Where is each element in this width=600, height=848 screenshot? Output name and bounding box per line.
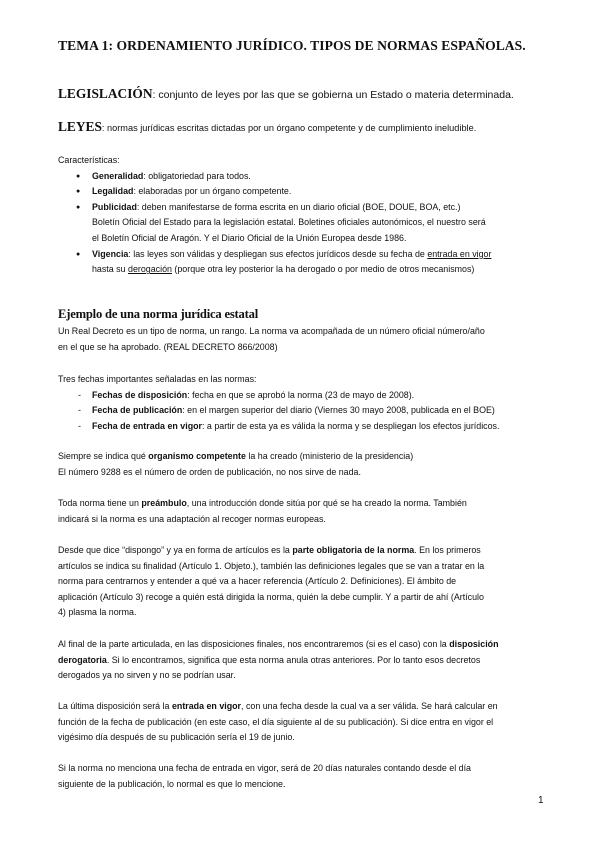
paragraph — [58, 543, 558, 621]
item-text: : fecha en que se aprobó la norma (23 de mayo de 2008). — [187, 389, 415, 400]
text-line: derogados ya no sirven y no se podrían usar. — [58, 670, 236, 681]
item-text: : elaboradas por un órgano competente. — [133, 186, 292, 197]
paragraph — [58, 324, 558, 355]
paragraph — [58, 637, 558, 684]
list-item — [58, 247, 558, 278]
list-item — [58, 419, 558, 435]
text-span: Toda norma tiene un — [58, 498, 142, 508]
item-text: : las leyes son válidas y despliegan sus efectos jurídicos desde su fecha de — [128, 248, 428, 259]
page-number: 1 — [538, 795, 544, 806]
text-line: indicará si la norma es una adaptación al recoger normas europeas. — [58, 513, 326, 524]
list-item — [58, 403, 558, 419]
text-span: . Si lo encontramos, significa que esta norma anula otras anteriores. Por lo tanto esos decretos — [106, 654, 481, 665]
item-text: : deben manifestarse de forma escrita en un diario oficial (BOE, DOUE, BOA, etc.) — [136, 201, 461, 212]
text-line: vigésimo día después de su publicación sería el 19 de junio. — [58, 732, 295, 743]
text-line: siguiente de la publicación, lo normal es que lo mencione. — [58, 778, 286, 789]
item-text: el Boletín Oficial de Aragón. Y el Diario Oficial de la Unión Europea desde 1986. — [92, 232, 407, 243]
section-heading: Ejemplo de una norma jurídica estatal — [58, 307, 259, 321]
definition-text: : conjunto de leyes por las que se gobierna un Estado o materia determinada. — [152, 89, 514, 101]
text-line: Un Real Decreto es un tipo de norma, un rango. La norma va acompañada de un número oficial número/año — [58, 326, 485, 336]
item-term: Publicidad — [92, 201, 137, 212]
characteristics-section — [58, 153, 558, 278]
text-span: Desde que dice “dispongo” y ya en forma de artículos es la — [58, 545, 293, 555]
paragraph — [58, 449, 558, 480]
text-line: 4) plasma la norma. — [58, 607, 137, 618]
text-line: aplicación (Artículo 3) recoge a quién está dirigida la norma, quién la debe cumplir. Y a partir de ahí (Artículo — [58, 591, 484, 602]
item-text: Boletín Oficial del Estado para la legislación estatal. Boletines oficiales autonómicos, el nuestro será — [92, 217, 486, 228]
text-span: , con una fecha desde la cual va a ser válida. Se hará calcular en — [241, 701, 498, 711]
text-line: El número 9288 es el número de orden de publicación, no nos sirve de nada. — [58, 466, 361, 477]
text-span: . En los primeros — [414, 545, 481, 555]
term-leyes: LEYES — [58, 119, 102, 134]
bold-term: derogatoria — [58, 654, 107, 665]
dates-section — [58, 372, 558, 434]
term-legislacion: LEGISLACIÓN — [58, 86, 153, 101]
item-term: Legalidad — [92, 186, 134, 197]
bold-term: disposición — [449, 639, 499, 649]
definition-leyes — [58, 119, 476, 135]
bold-term: parte obligatoria de la norma — [292, 545, 415, 555]
item-term: Fecha de entrada en vigor — [92, 420, 202, 431]
text-line: norma para centrarnos y entender a qué va a hacer referencia (Artículo 2. Definiciones). El ámbito de — [58, 576, 457, 587]
text-span: , una introducción donde sitúa por qué se ha creado la norma. También — [186, 498, 467, 508]
paragraph — [58, 761, 558, 792]
text-span: La última disposición será la — [58, 701, 172, 711]
list-item — [58, 200, 558, 247]
text-span: Al final de la parte articulada, en las disposiciones finales, nos encontraremos (si es el caso) con la — [58, 639, 450, 649]
underlined-term: entrada en vigor — [427, 248, 492, 259]
text-line: Tres fechas importantes señaladas en las normas: — [58, 374, 257, 384]
text-span: la ha creado (ministerio de la presidencia) — [245, 451, 414, 461]
item-term: Vigencia — [92, 248, 129, 259]
definition-text: : normas jurídicas escritas dictadas por un órgano competente y de cumplimiento ineludible. — [101, 123, 477, 133]
bold-term: organismo competente — [148, 451, 246, 461]
paragraph — [58, 496, 558, 527]
bold-term: entrada en vigor — [171, 701, 242, 711]
item-text: : obligatoriedad para todos. — [143, 170, 251, 181]
item-text: (porque otra ley posterior la ha derogado o por medio de otros mecanismos) — [171, 264, 475, 275]
paragraph — [58, 699, 558, 746]
item-text: : en el margen superior del diario (Viernes 30 mayo 2008, publicada en el BOE) — [182, 405, 495, 416]
text-line: función de la fecha de publicación (en este caso, el día siguiente al de su publicación). Si dice entra en vigor el — [58, 716, 494, 727]
text-span: Siempre se indica qué — [58, 451, 149, 461]
item-term: Generalidad — [92, 170, 144, 181]
text-line: Si la norma no menciona una fecha de entrada en vigor, será de 20 días naturales contando desde el día — [58, 763, 471, 773]
text-line: artículos se indica su finalidad (Artículo 1. Objeto.), también las definiciones legales que se van a tratar en la — [58, 560, 485, 571]
page-title: TEMA 1: ORDENAMIENTO JURÍDICO. TIPOS DE NORMAS ESPAÑOLAS. — [58, 38, 526, 53]
list-item — [58, 169, 558, 185]
definition-legislacion — [58, 86, 514, 102]
list-item — [58, 184, 558, 200]
item-term: Fecha de publicación — [92, 405, 183, 416]
bold-term: preámbulo — [141, 498, 187, 508]
item-text: : a partir de esta ya es válida la norma y se despliegan los efectos jurídicos. — [201, 420, 500, 431]
list-item — [58, 388, 558, 404]
underlined-term: derogación — [128, 264, 172, 275]
item-text: hasta su — [92, 264, 129, 275]
item-term: Fechas de disposición — [92, 389, 188, 400]
text-line: en el que se ha aprobado. (REAL DECRETO 866/2008) — [58, 341, 278, 352]
characteristics-list — [58, 169, 558, 278]
dates-list — [58, 388, 558, 435]
characteristics-heading: Características: — [58, 155, 120, 165]
